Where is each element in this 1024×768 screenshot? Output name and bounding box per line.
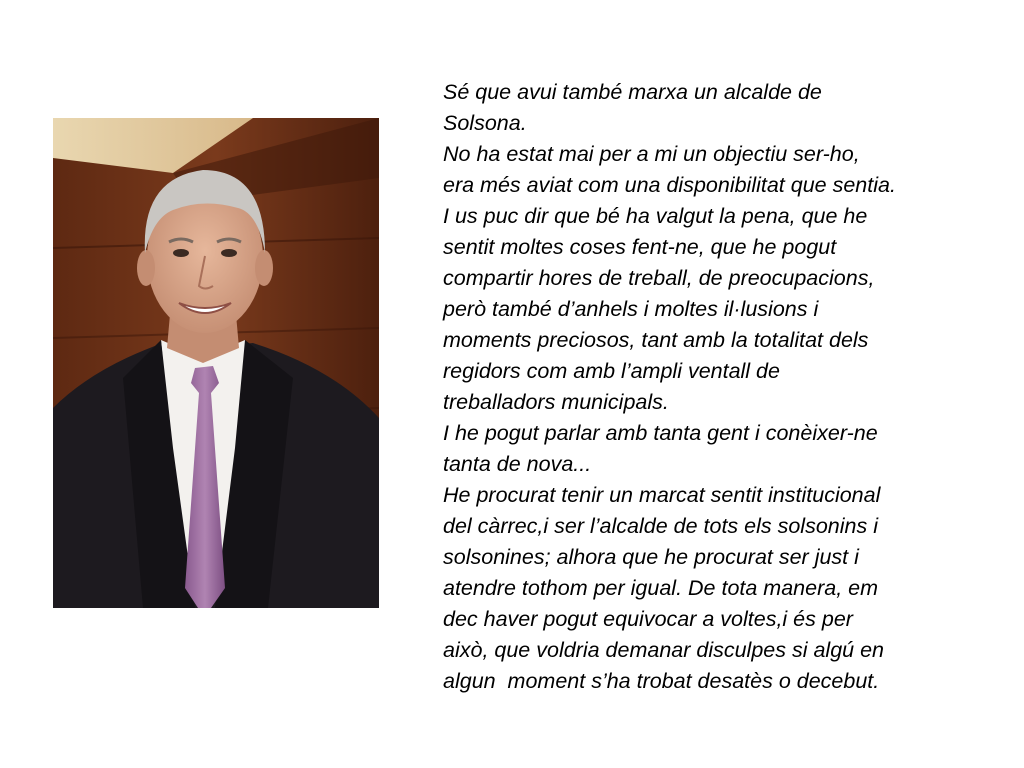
text-line: treballadors municipals. xyxy=(443,390,669,414)
portrait-photo xyxy=(53,118,379,608)
text-line: Solsona. xyxy=(443,111,527,135)
text-line: regidors com amb l’ampli ventall de xyxy=(443,359,780,383)
text-line: tanta de nova... xyxy=(443,452,592,476)
text-line: algun moment s’ha trobat desatès o decebut. xyxy=(443,669,880,693)
text-line: Sé que avui també marxa un alcalde de xyxy=(443,80,822,104)
text-line: això, que voldria demanar disculpes si algú en xyxy=(443,638,885,662)
text-line: era més aviat com una disponibilitat que sentia. xyxy=(443,173,896,197)
text-line: dec haver pogut equivocar a voltes,i és per xyxy=(443,607,853,631)
text-line: atendre tothom per igual. De tota manera, em xyxy=(443,576,879,600)
speech-text xyxy=(443,77,1003,697)
text-line: solsonines; alhora que he procurat ser just i xyxy=(443,545,859,569)
text-line: No ha estat mai per a mi un objectiu ser-ho, xyxy=(443,142,860,166)
text-line: però també d’anhels i moltes il·lusions i xyxy=(443,297,819,321)
text-line: del càrrec,i ser l’alcalde de tots els solsonins i xyxy=(443,514,878,538)
text-line: I he pogut parlar amb tanta gent i conèixer-ne xyxy=(443,421,878,445)
text-line: I us puc dir que bé ha valgut la pena, que he xyxy=(443,204,868,228)
portrait-illustration xyxy=(53,118,379,608)
text-line: sentit moltes coses fent-ne, que he pogut xyxy=(443,235,837,259)
text-line: moments preciosos, tant amb la totalitat dels xyxy=(443,328,869,352)
text-line: He procurat tenir un marcat sentit institucional xyxy=(443,483,881,507)
text-line: compartir hores de treball, de preocupacions, xyxy=(443,266,875,290)
